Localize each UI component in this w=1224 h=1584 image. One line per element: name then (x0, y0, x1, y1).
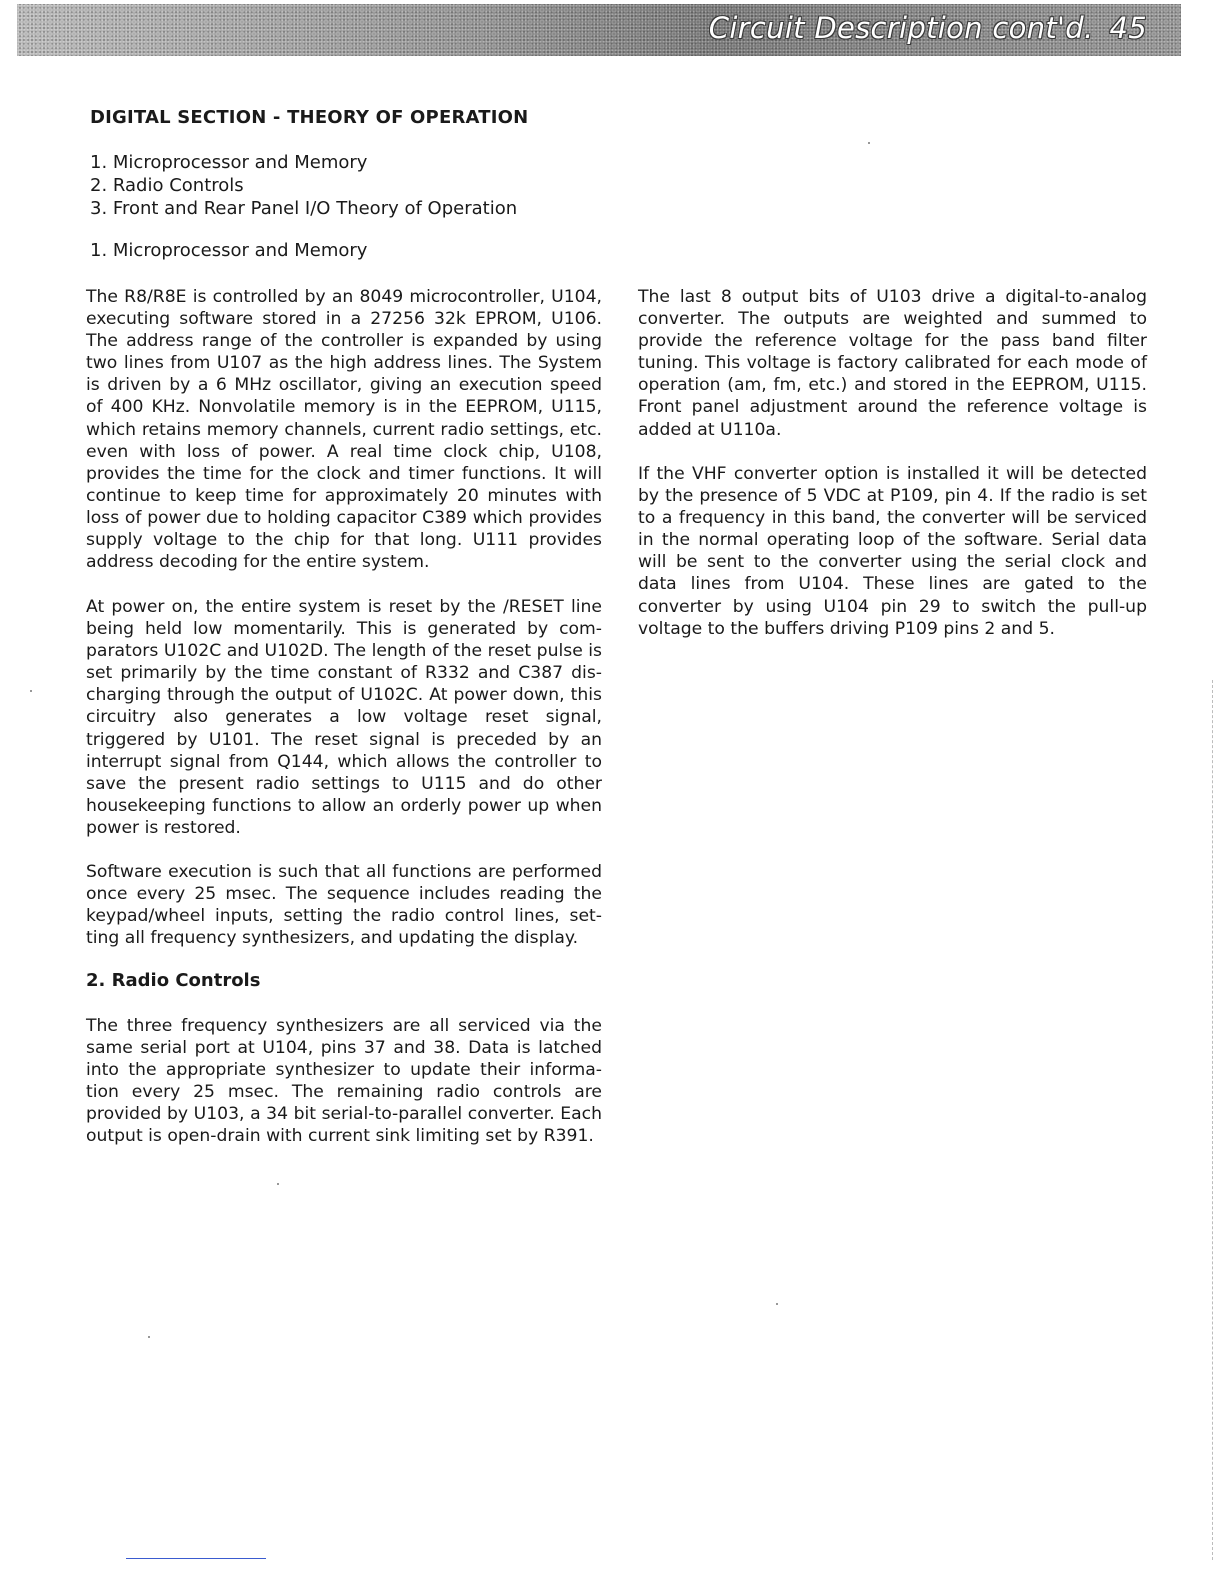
right-column-paragraph (638, 286, 1147, 441)
page-number: 45 (1109, 11, 1147, 45)
scan-speck (148, 1336, 150, 1338)
paragraph-text: The three frequency synthesizers are all serviced via the same serial port at U104, pins 37 and 38. Data is latched into the appropriate synthesizer to update their informa-tion every 25 msec. The remaining radio controls are provided by U103, a 34 bit serial-to-parallel converter. Each output is open-drain with current sink limiting set by R391. (86, 1016, 602, 1147)
page-header-band (17, 4, 1181, 56)
toc-item: 3. Front and Rear Panel I/O Theory of Operation (90, 198, 518, 219)
toc-item: 1. Microprocessor and Memory (90, 152, 368, 173)
scan-speck (868, 142, 870, 144)
scan-edge-line (1212, 680, 1214, 1560)
paragraph-text: The R8/R8E is controlled by an 8049 microcontroller, U104, executing software stored in a 27256 32k EPROM, U106. The address range of the controller is expanded by using two lines from U107 as the high address lines. The System is driven by a 6 MHz oscillator, giving an execution speed of 400 KHz. Nonvolatile memory is in the EEPROM, U115, which retains memory channels, current radio settings, etc. even with loss of power. A real time clock chip, U108, provides the time for the clock and timer functions. It will continue to keep time for approximately 20 minutes with loss of power due to holding capacitor C389 which provides supply voltage to the chip for that long. U111 provides address decoding for the entire system. (86, 287, 602, 573)
paragraph-text: At power on, the entire system is reset by the /RESET line being held low momentarily. This is generated by com-parators U102C and U102D. The length of the reset pulse is set primarily by the time constant of R332 and C387 dis-charging through the output of U102C. At power down, this circuitry also generates a low voltage reset signal, triggered by U101. The reset signal is preceded by an interrupt signal from Q144, which allows the controller to save the present radio settings to U115 and do other housekeeping functions to allow an orderly power up when power is restored. (86, 597, 602, 838)
paragraph-text: The last 8 output bits of U103 drive a digital-to-analog converter. The outputs are weighted and summed to provide the reference voltage for the pass band filter tuning. This voltage is factory calibrated for each mode of operation (am, fm, etc.) and stored in the EEPROM, U115. Front panel adjustment around the reference voltage is added at U110a. (638, 287, 1147, 440)
document-title: DIGITAL SECTION - THEORY OF OPERATION (90, 107, 529, 128)
right-column-paragraph (638, 463, 1147, 640)
section-heading-radio-controls: 2. Radio Controls (86, 970, 261, 991)
section-heading-microprocessor: 1. Microprocessor and Memory (90, 240, 368, 261)
paragraph-text: Software execution is such that all functions are performed once every 25 msec. The sequence includes reading the keypad/wheel inputs, setting the radio control lines, set-ting all frequency synthesizers, and updating the display. (86, 862, 602, 949)
left-column-paragraph (86, 861, 602, 949)
left-column-paragraph (86, 286, 602, 573)
bottom-underline-rule (126, 1558, 266, 1559)
header-title-text: Circuit Description cont'd. (708, 11, 1094, 45)
toc-item: 2. Radio Controls (90, 175, 244, 196)
page-header-title (709, 11, 1147, 45)
scan-speck (277, 1183, 279, 1185)
left-column-paragraph (86, 596, 602, 839)
scan-speck (30, 690, 32, 692)
left-column-paragraph (86, 1015, 602, 1148)
paragraph-text: If the VHF converter option is installed it will be detected by the presence of 5 VDC at P109, pin 4. If the radio is set to a frequency in this band, the converter will be serviced in the normal operating loop of the software. Serial data will be sent to the converter using the serial clock and data lines from U104. These lines are gated to the converter by using U104 pin 29 to switch the pull-up voltage to the buffers driving P109 pins 2 and 5. (638, 464, 1147, 639)
table-of-contents (90, 151, 517, 220)
scan-speck (776, 1303, 778, 1305)
